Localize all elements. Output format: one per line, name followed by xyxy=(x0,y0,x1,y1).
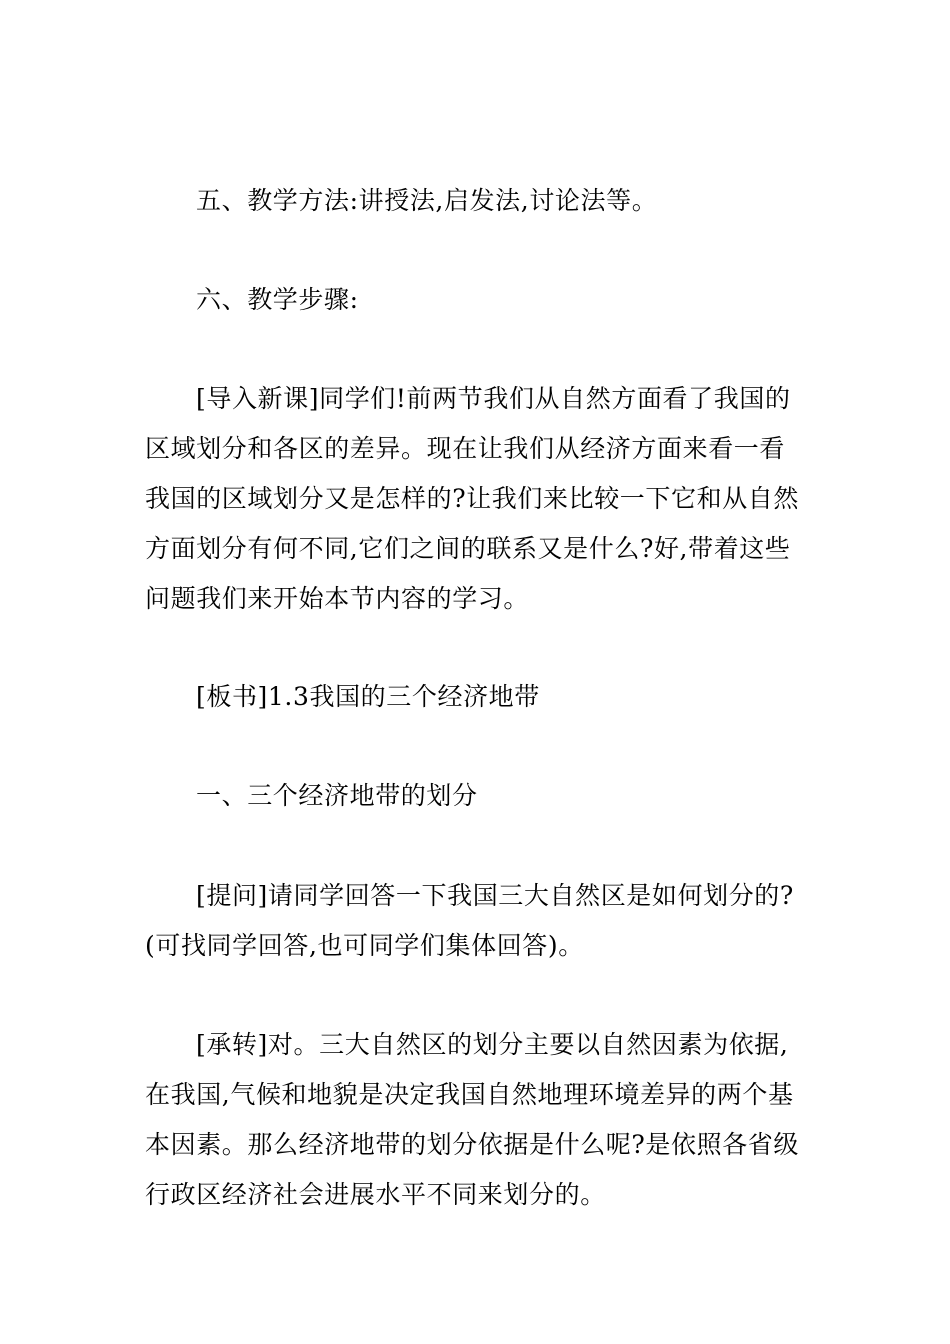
text-line: 六、教学步骤: xyxy=(196,285,359,314)
paragraph-blackboard xyxy=(145,672,810,722)
text-line: 区域划分和各区的差异。现在让我们从经济方面来看一看 xyxy=(145,434,786,463)
text-line: 行政区经济社会进展水平不同来划分的。 xyxy=(145,1180,606,1209)
paragraph-transition xyxy=(145,1020,810,1220)
text-line: [提问]请同学回答一下我国三大自然区是如何划分的? xyxy=(196,881,794,910)
paragraph-introduction xyxy=(145,374,810,624)
paragraph-question xyxy=(145,871,810,971)
text-line: [导入新课]同学们!前两节我们从自然方面看了我国的 xyxy=(196,384,791,413)
text-line: 一、三个经济地带的划分 xyxy=(196,781,478,810)
paragraph-teaching-methods xyxy=(145,176,810,226)
text-line: 问题我们来开始本节内容的学习。 xyxy=(145,584,530,613)
text-line: 方面划分有何不同,它们之间的联系又是什么?好,带着这些 xyxy=(145,534,791,563)
paragraph-teaching-steps xyxy=(145,275,810,325)
paragraph-section-heading xyxy=(145,771,810,821)
text-line: 本因素。那么经济地带的划分依据是什么呢?是依照各省级 xyxy=(145,1130,800,1159)
text-line: 五、教学方法:讲授法,启发法,讨论法等。 xyxy=(196,186,658,215)
text-line: 在我国,气候和地貌是决定我国自然地理环境差异的两个基 xyxy=(145,1080,794,1109)
text-line: (可找同学回答,也可同学们集体回答)。 xyxy=(145,931,584,960)
text-line: 我国的区域划分又是怎样的?让我们来比较一下它和从自然 xyxy=(145,484,800,513)
text-line: [板书]1.3我国的三个经济地带 xyxy=(196,682,540,711)
text-line: [承转]对。三大自然区的划分主要以自然因素为依据, xyxy=(196,1030,789,1059)
